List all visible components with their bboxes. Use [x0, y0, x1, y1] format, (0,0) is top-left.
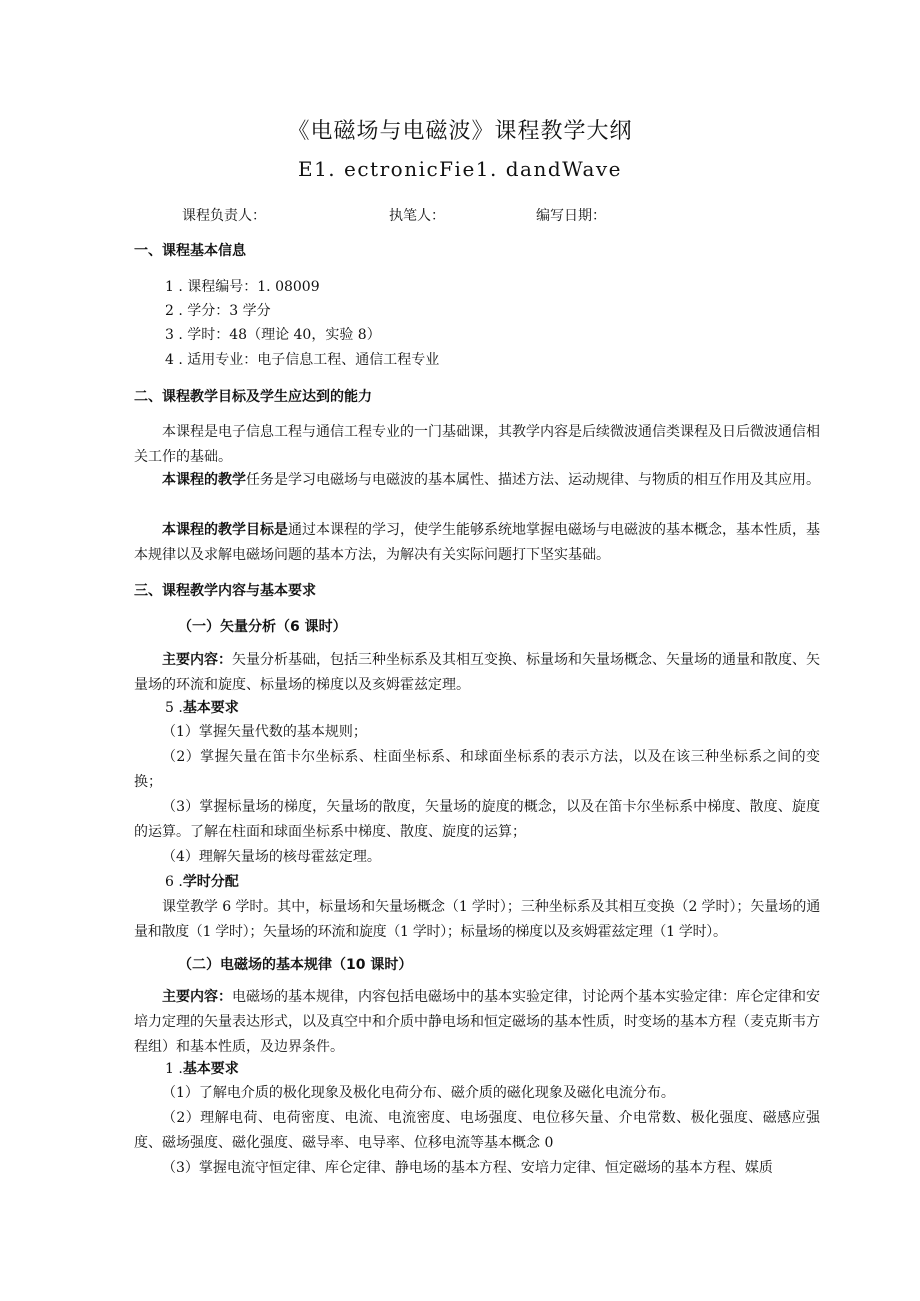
hours-text: 课堂教学 6 学时。其中，标量场和矢量场概念（1 学时）；三种坐标系及其相互变换（2 学时）；矢量场的通量和散度（1 学时）；矢量场的环流和旋度（1 学时）；标量场的梯度以及亥姆霍兹定理（1 学时）。 — [134, 899, 820, 940]
req-item: （3）掌握标量场的梯度，矢量场的散度，矢量场的旋度的概念，以及在笛卡尔坐标系中梯度、散度、旋度的运算。了解在柱面和球面坐标系中梯度、散度、旋度的运算； — [134, 799, 820, 840]
task-bold: 本课程的教学 — [162, 472, 246, 488]
req-item: （2）理解电荷、电荷密度、电流、电流密度、电场强度、电位移矢量、介电常数、极化强度、磁感应强度、磁场强度、磁化强度、磁导率、电导率、位移电流等基本概念 0 — [134, 1110, 820, 1151]
content-text: 矢量分析基础，包括三种坐标系及其相互变换、标量场和矢量场概念、矢量场的通量和散度、矢量场的环流和旋度、标量场的梯度以及亥姆霍兹定理。 — [134, 652, 820, 693]
unit-1-content — [134, 648, 820, 698]
unit-2-heading: （二）电磁场的基本规律（10 课时） — [178, 957, 413, 973]
list-item: 1 . 课程编号：1. 08009 — [165, 279, 320, 295]
list-item: 3 . 学时：48（理论 40，实验 8） — [165, 327, 381, 343]
writer-label: 执笔人： — [389, 208, 445, 224]
req-item: （2）掌握矢量在笛卡尔坐标系、柱面坐标系、和球面坐标系的表示方法，以及在该三种坐标系之间的变换； — [134, 749, 820, 790]
unit-2-req-heading — [165, 1058, 239, 1080]
goal-bold: 本课程的教学目标是 — [162, 522, 288, 538]
list-item: 2 . 学分：3 学分 — [165, 303, 271, 319]
meta-row — [182, 205, 266, 227]
unit-1-heading: （一）矢量分析（6 课时） — [178, 619, 347, 635]
owner-label: 课程负责人： — [182, 208, 266, 224]
req-item: （1）掌握矢量代数的基本规则； — [162, 724, 367, 740]
content-text: 电磁场的基本规律，内容包括电磁场中的基本实验定律，讨论两个基本实验定律：库仑定律和安培力定理的矢量表达形式，以及真空中和介质中静电场和恒定磁场的基本性质，时变场的基本方程（麦克斯韦方程组）和基本性质，及边界条件。 — [134, 989, 820, 1055]
req-item: （1）了解电介质的极化现象及极化电荷分布、磁介质的磁化现象及磁化电流分布。 — [162, 1085, 675, 1101]
unit-2-content — [134, 985, 820, 1060]
hours-label: 学时分配 — [182, 874, 239, 890]
date-label: 编写日期： — [536, 208, 606, 224]
doc-title: 《电磁场与电磁波》课程教学大纲 — [287, 119, 633, 144]
section-1-heading: 一、课程基本信息 — [134, 243, 246, 259]
req-num: 1 . — [165, 1061, 183, 1077]
task-text: 任务是学习电磁场与电磁波的基本属性、描述方法、运动规律、与物质的相互作用及其应用。 — [246, 472, 820, 488]
unit-1-hours-heading — [165, 871, 239, 893]
paragraph-intro: 本课程是电子信息工程与通信工程专业的一门基础课，其教学内容是后续微波通信类课程及日后微波通信相关工作的基础。 — [134, 424, 820, 465]
req-label: 基本要求 — [182, 1061, 239, 1077]
req-item: （4）理解矢量场的核母霍兹定理。 — [162, 849, 381, 865]
doc-subtitle: E1. ectronicFie1. dandWave — [297, 157, 623, 181]
section-2-heading: 二、课程教学目标及学生应达到的能力 — [134, 389, 372, 405]
section-3-heading: 三、课程教学内容与基本要求 — [134, 583, 316, 599]
req-item: （3）掌握电流守恒定律、库仑定律、静电场的基本方程、安培力定律、恒定磁场的基本方程、媒质 — [162, 1160, 773, 1176]
paragraph-goal — [134, 518, 820, 568]
list-item: 4 . 适用专业：电子信息工程、通信工程专业 — [165, 352, 440, 368]
hours-num: 6 . — [165, 874, 183, 890]
paragraph-task — [134, 468, 820, 493]
req-num: 5 . — [165, 700, 183, 716]
goal-text: 通过本课程的学习，使学生能够系统地掌握电磁场与电磁波的基本概念，基本性质，基本规律以及求解电磁场问题的基本方法，为解决有关实际问题打下坚实基础。 — [134, 522, 820, 563]
req-label: 基本要求 — [182, 700, 239, 716]
unit-1-req-heading — [165, 697, 239, 719]
content-label: 主要内容： — [162, 652, 232, 668]
content-label: 主要内容： — [162, 989, 232, 1005]
